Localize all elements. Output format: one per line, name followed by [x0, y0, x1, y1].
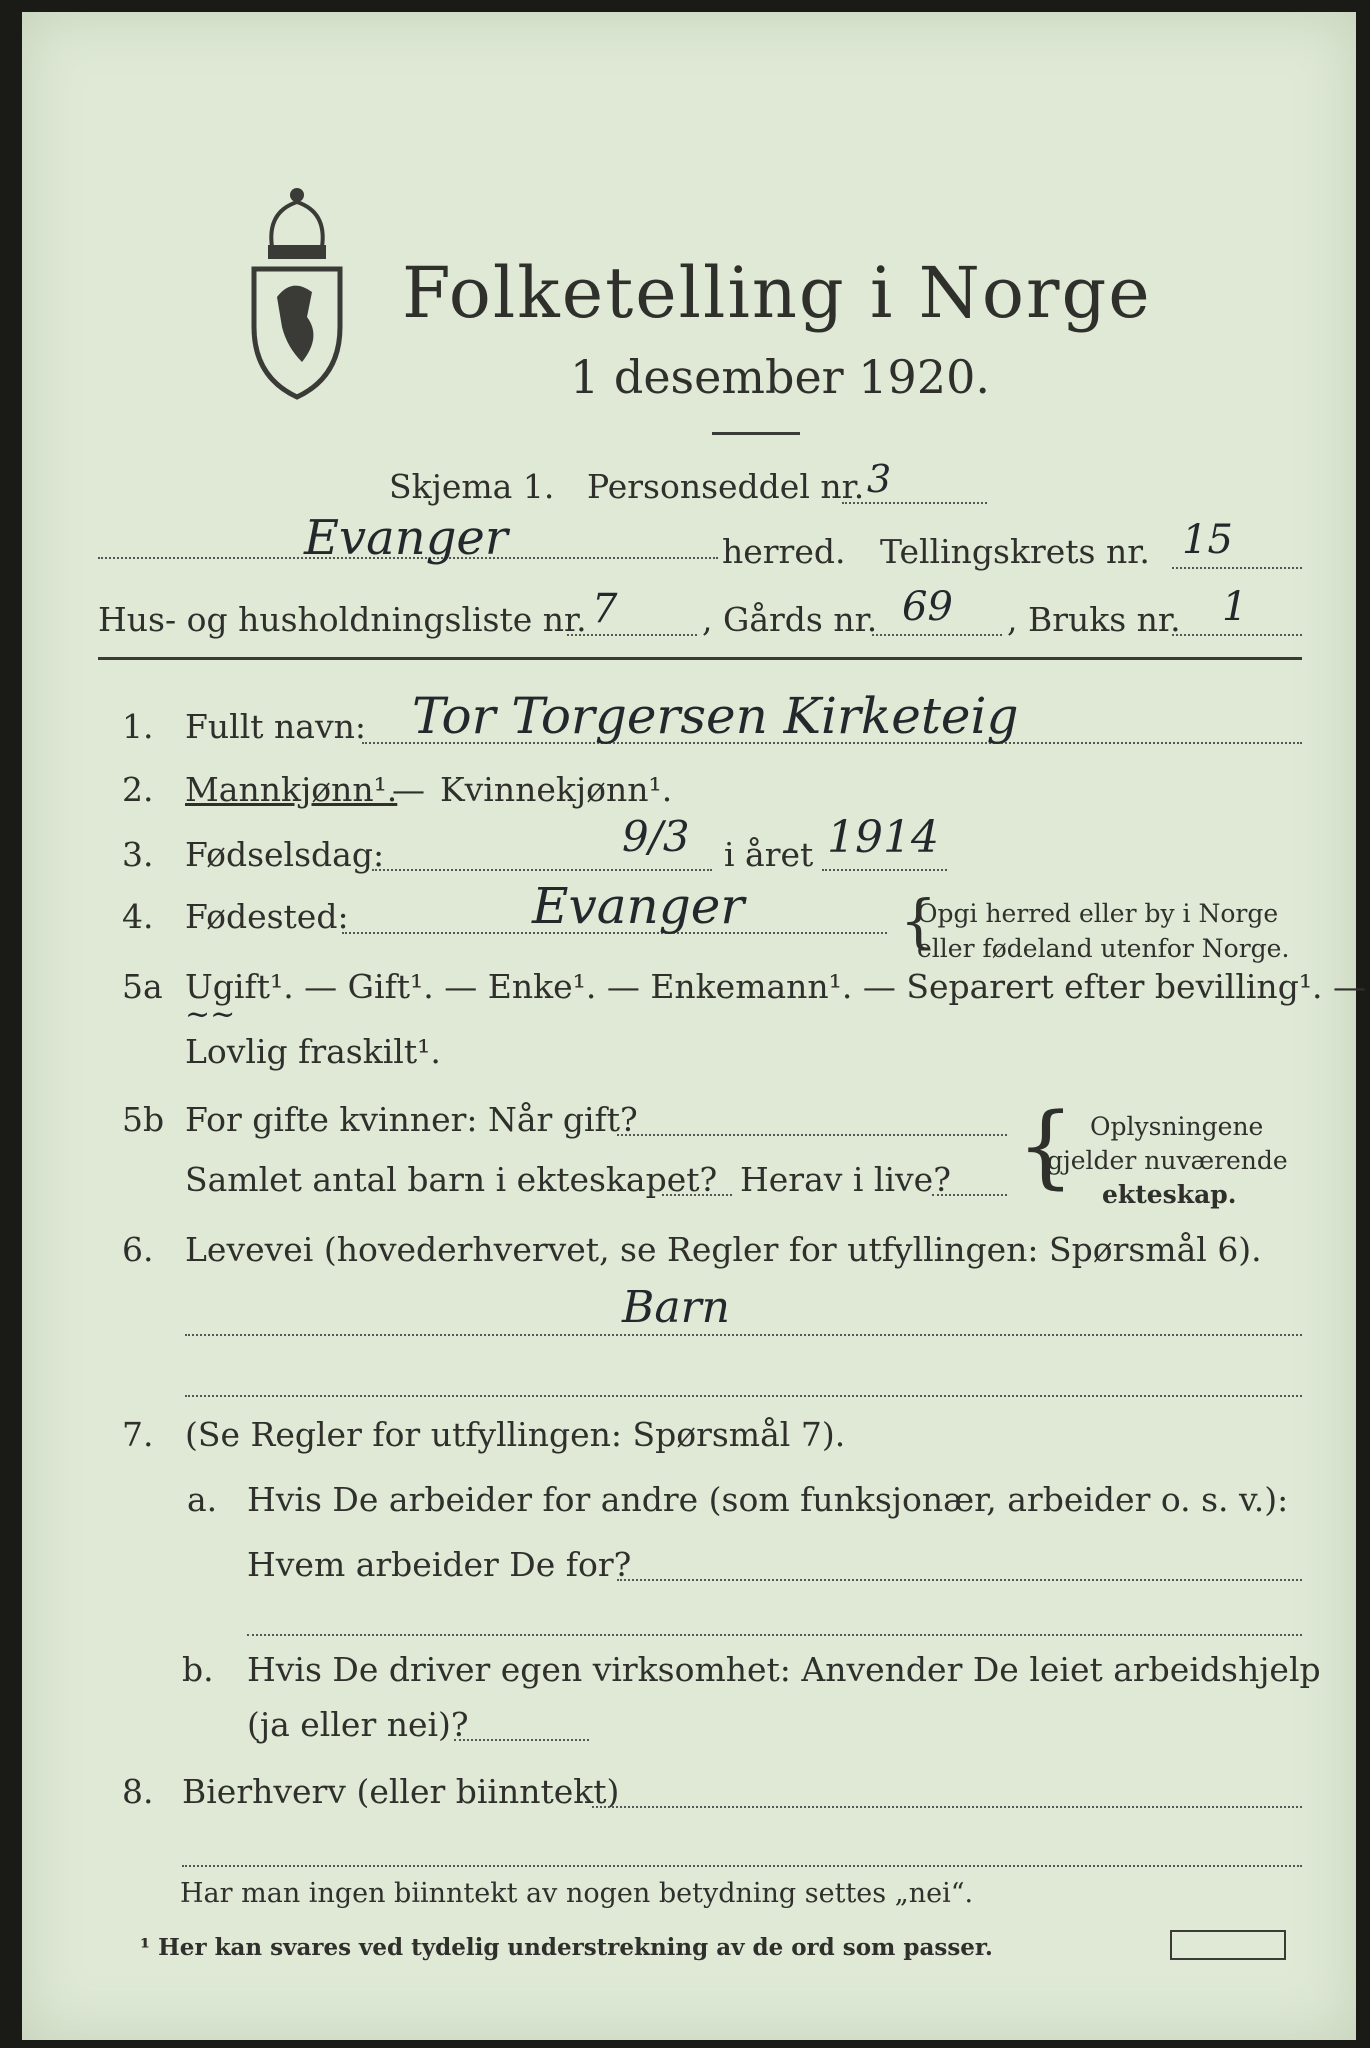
q2-number: 2.	[122, 770, 154, 809]
q6-value: Barn	[622, 1282, 730, 1333]
q7a-question: Hvem arbeider De for?	[247, 1545, 632, 1584]
q5b-alive-label: Herav i live?	[740, 1160, 951, 1199]
q7-label: (Se Regler for utfyllingen: Spørsmål 7).	[185, 1415, 846, 1454]
footnote: ¹ Her kan svares ved tydelig understrekning av de ord som passer.	[140, 1934, 993, 1961]
q2-option-female: Kvinnekjønn¹.	[440, 770, 673, 809]
q5a-number: 5a	[122, 967, 163, 1006]
census-form-sheet	[22, 12, 1367, 2040]
q1-label: Fullt navn:	[185, 707, 366, 746]
schema-label: Skjema 1.	[389, 467, 555, 506]
q7b-letter: b.	[182, 1650, 214, 1689]
q4-label: Fødested:	[185, 897, 349, 936]
personseddel-label: Personseddel nr.	[587, 467, 865, 506]
q7a-letter: a.	[187, 1480, 218, 1519]
bruks-label: , Bruks nr.	[1007, 600, 1181, 639]
q5b-note-line2: gjelder nuværende	[1047, 1146, 1288, 1175]
household-list-value: 7	[592, 586, 618, 632]
q5a-options: Ugift¹. — Gift¹. — Enke¹. — Enkemann¹. — Separert efter bevilling¹. —	[185, 967, 1367, 1006]
printer-stamp-icon	[1170, 1930, 1286, 1960]
herred-value: Evanger	[304, 510, 508, 566]
q7a-text: Hvis De arbeider for andre (som funksjonær, arbeider o. s. v.):	[247, 1480, 1289, 1519]
header-divider	[98, 657, 1302, 660]
q3-year-label: i året	[724, 835, 814, 874]
q3-year-value: 1914	[827, 812, 939, 863]
q7b-question: (ja eller nei)?	[247, 1705, 469, 1744]
herred-label: herred.	[722, 532, 846, 571]
q3-number: 3.	[122, 835, 154, 874]
q5b-number: 5b	[122, 1100, 165, 1139]
q5a-underline-mark: ~~	[185, 997, 236, 1032]
q3-label: Fødselsdag:	[185, 835, 385, 874]
gards-label: , Gårds nr.	[702, 600, 878, 639]
q5b-children-label: Samlet antal barn i ekteskapet?	[185, 1160, 718, 1199]
tellingskrets-label: Tellingskrets nr.	[880, 532, 1150, 571]
gards-value: 69	[902, 584, 953, 630]
bruks-value: 1	[1222, 584, 1248, 630]
personseddel-value: 3	[867, 457, 892, 501]
income-note: Har man ingen biinntekt av nogen betydning settes „nei“.	[180, 1878, 974, 1909]
tellingskrets-value: 15	[1182, 517, 1233, 563]
q4-number: 4.	[122, 897, 154, 936]
q6-label: Levevei (hovederhvervet, se Regler for utfyllingen: Spørsmål 6).	[185, 1230, 1262, 1269]
coat-of-arms-icon	[232, 177, 362, 407]
q3-day-value: 9/3	[622, 812, 690, 861]
q2-option-male: Mannkjønn¹.	[185, 770, 398, 809]
q1-number: 1.	[122, 707, 154, 746]
q5b-married-label: For gifte kvinner: Når gift?	[185, 1100, 638, 1139]
q7b-text: Hvis De driver egen virksomhet: Anvender De leiet arbeidshjelp	[247, 1650, 1321, 1689]
q4-note-line1: Opgi herred eller by i Norge	[917, 899, 1279, 928]
q1-value: Tor Torgersen Kirketeig	[412, 687, 1019, 745]
form-title: Folketelling i Norge	[402, 252, 1152, 334]
q2-separator: —	[392, 770, 425, 809]
form-date: 1 desember 1920.	[570, 350, 990, 404]
q7-number: 7.	[122, 1415, 154, 1454]
q8-label: Bierhverv (eller biinntekt)	[182, 1772, 620, 1811]
q5b-note-line3: ekteskap.	[1102, 1180, 1237, 1209]
q4-note-brace: {	[900, 887, 937, 955]
q4-note-line2: eller fødeland utenfor Norge.	[917, 934, 1290, 963]
household-list-label: Hus- og husholdningsliste nr.	[98, 600, 587, 639]
q6-number: 6.	[122, 1230, 154, 1269]
q8-number: 8.	[122, 1772, 154, 1811]
q4-value: Evanger	[532, 877, 745, 935]
q5a-options-cont: Lovlig fraskilt¹.	[185, 1032, 441, 1071]
q5b-note-line1: Oplysningene	[1090, 1112, 1264, 1141]
q5b-note-brace: {	[1017, 1094, 1075, 1199]
title-divider	[712, 432, 800, 435]
